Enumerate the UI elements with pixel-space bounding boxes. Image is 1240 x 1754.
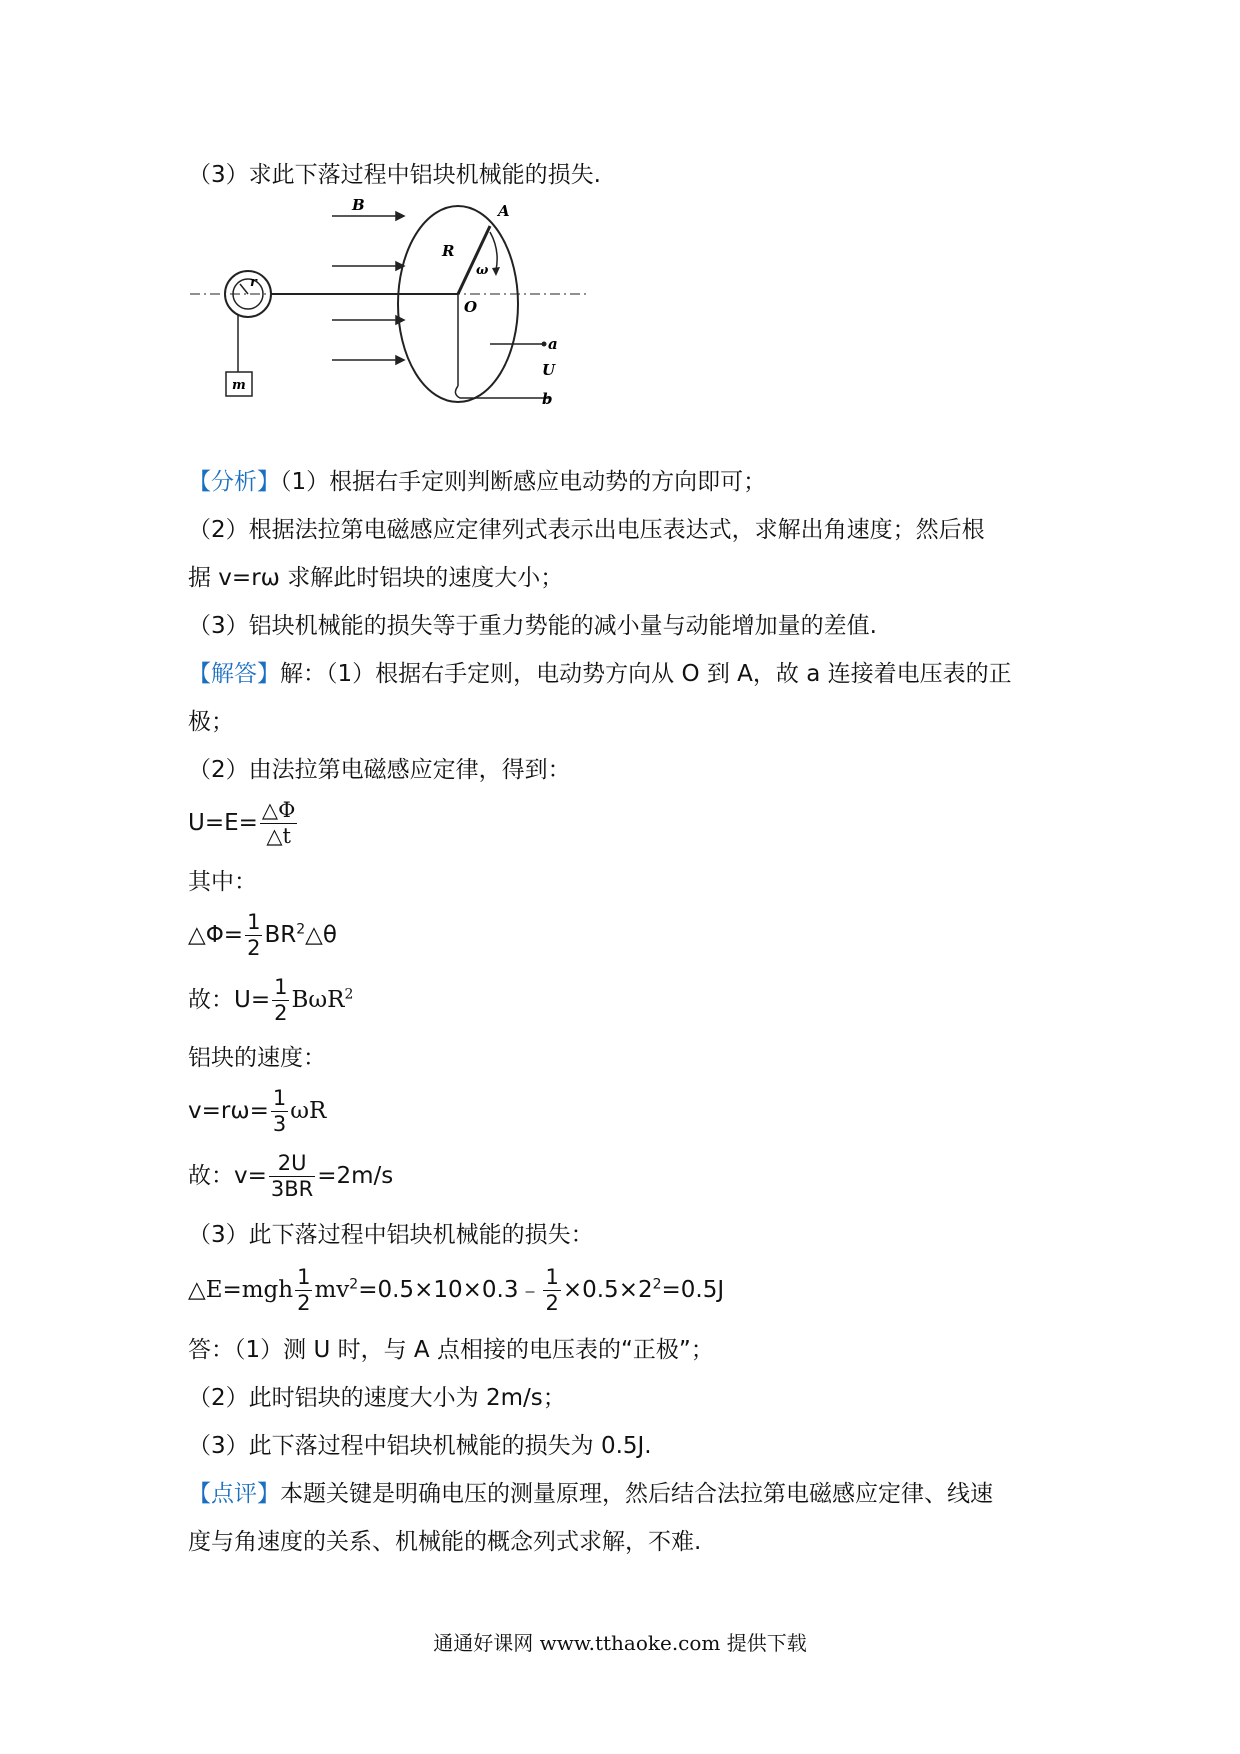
wire-b <box>455 386 550 398</box>
label-r: r <box>250 275 257 290</box>
radius-OA <box>458 226 490 294</box>
analysis-tag: 【分析】 <box>188 469 280 495</box>
equation-4: v=rω= $\frac{1}{3}$ ωR <box>188 1086 327 1136</box>
analysis-line4: （3）铝块机械能的损失等于重力势能的减小量与动能增加量的差值. <box>188 613 877 639</box>
equation-6: △E=mgh $\frac{1}{2}$ $mv^2=0.5\times 10\times 0.3﹣$ $\frac{1}{2}$ $\times 0.5\times 2^2=0.5J$ <box>188 1265 725 1315</box>
equation-5: 故：v= $\frac{2U}{3BR}$ =2m/s <box>188 1151 394 1201</box>
label-O: O <box>464 298 478 316</box>
rotation-arrowhead <box>492 267 500 276</box>
pulley-radius <box>240 284 248 294</box>
label-U: U <box>542 361 556 379</box>
field-arrows <box>332 212 404 364</box>
analysis-line3: 据 v=rω 求解此时铝块的速度大小； <box>188 565 564 591</box>
speed-label: 铝块的速度： <box>188 1045 326 1071</box>
analysis-line1 <box>188 467 1068 497</box>
label-B: B <box>352 196 365 214</box>
comment-line2: 度与角速度的关系、机械能的概念列式求解，不难. <box>188 1529 702 1555</box>
equation-2: △Φ= $\frac{1}{2}$ $BR^2\triangle\theta$ <box>188 910 337 960</box>
comment-line1 <box>188 1479 1068 1509</box>
question-part3: （3）求此下落过程中铝块机械能的损失. <box>188 162 601 188</box>
solution-line1 <box>188 659 1068 689</box>
equation-3: 故：U= $\frac{1}{2}$ BωR$^2$ <box>188 975 354 1025</box>
solution-line2: 极； <box>188 709 234 735</box>
label-a: a <box>548 335 558 353</box>
page-footer: 通通好课网 www.tthaoke.com 提供下载 <box>433 1631 807 1655</box>
label-A: A <box>498 202 510 220</box>
equation-1: U=E= $\frac{\triangle\Phi}{\triangle t}$ <box>188 798 296 848</box>
label-m: m <box>232 378 246 393</box>
analysis-text1: （1）根据右手定则判断感应电动势的方向即可； <box>280 469 767 495</box>
solution-text1: 解：（1）根据右手定则，电动势方向从 O 到 A，故 a 连接着电压表的正 <box>280 661 1012 687</box>
answer-line1: 答：（1）测 U 时，与 A 点相接的电压表的“正极”； <box>188 1337 714 1363</box>
rotation-arc <box>490 232 497 270</box>
terminal-a <box>542 342 547 347</box>
label-b: b <box>542 390 553 408</box>
among-label: 其中： <box>188 869 257 895</box>
analysis-line2: （2）根据法拉第电磁感应定律列式表示出电压表达式，求解出角速度；然后根 <box>188 517 985 543</box>
solution-tag: 【解答】 <box>188 661 280 687</box>
label-omega: ω <box>476 263 489 278</box>
solution-line4: （3）此下落过程中铝块机械能的损失： <box>188 1222 594 1248</box>
answer-line3: （3）此下落过程中铝块机械能的损失为 0.5J. <box>188 1433 652 1459</box>
answer-line2: （2）此时铝块的速度大小为 2m/s； <box>188 1385 566 1411</box>
comment-text1: 本题关键是明确电压的测量原理，然后结合法拉第电磁感应定律、线速 <box>280 1481 993 1507</box>
label-R: R <box>442 242 455 260</box>
physics-figure <box>190 196 590 410</box>
comment-tag: 【点评】 <box>188 1481 280 1507</box>
solution-line3: （2）由法拉第电磁感应定律，得到： <box>188 757 571 783</box>
